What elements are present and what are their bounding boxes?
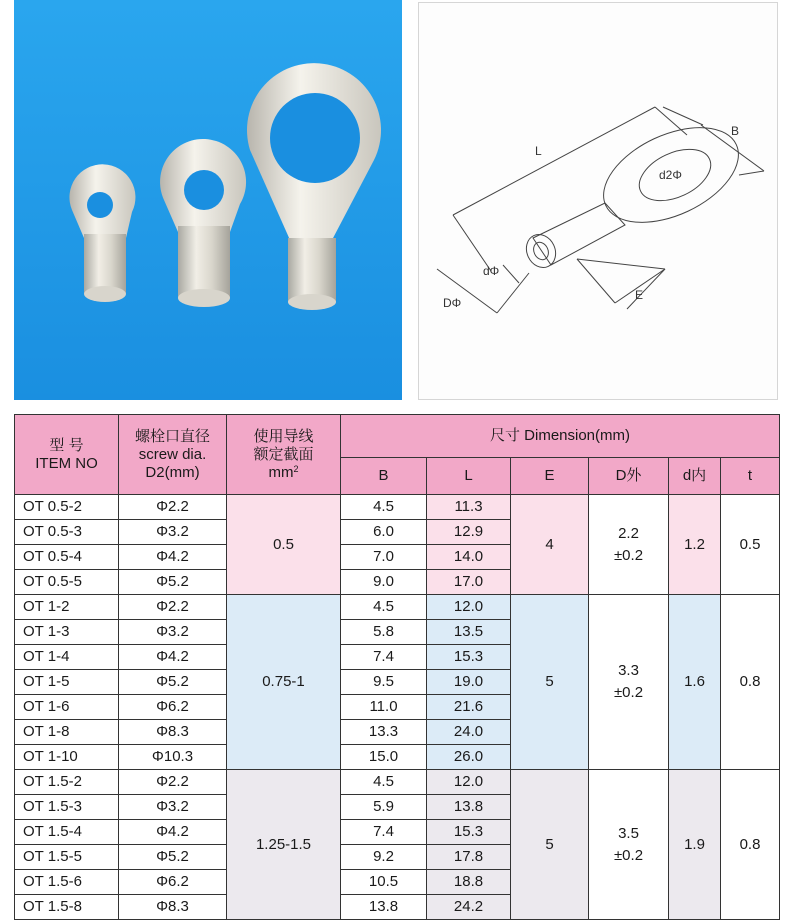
header-item	[15, 415, 119, 495]
cell-L: 13.8	[427, 795, 511, 820]
cell-t: 0.5	[721, 495, 780, 595]
cell-L: 15.3	[427, 645, 511, 670]
cell-B: 9.5	[341, 670, 427, 695]
D-outer-value: 3.5	[618, 824, 639, 842]
cell-E: 4	[511, 495, 589, 595]
D-outer-tolerance: ±0.2	[613, 546, 644, 564]
cell-L: 14.0	[427, 545, 511, 570]
cell-B: 7.4	[341, 820, 427, 845]
cell-L: 19.0	[427, 670, 511, 695]
D-outer-value: 2.2	[618, 524, 639, 542]
cell-screw-dia: Φ2.2	[119, 595, 227, 620]
header-wire-cn1: 使用导线	[253, 427, 314, 445]
header-E: E	[511, 458, 589, 495]
table-row	[15, 770, 780, 795]
dimension-drawing	[418, 2, 778, 400]
cell-D-outer	[589, 495, 669, 595]
cell-screw-dia: Φ4.2	[119, 820, 227, 845]
cell-L: 26.0	[427, 745, 511, 770]
cell-screw-dia: Φ5.2	[119, 670, 227, 695]
cell-item-no: OT 0.5-5	[15, 570, 119, 595]
table-row	[15, 595, 780, 620]
header-item-cn: 型 号	[49, 436, 84, 454]
cell-D-outer	[589, 770, 669, 920]
cell-screw-dia: Φ10.3	[119, 745, 227, 770]
cell-t: 0.8	[721, 595, 780, 770]
cell-screw-dia: Φ5.2	[119, 570, 227, 595]
small-terminal-icon	[69, 164, 135, 302]
cell-screw-dia: Φ4.2	[119, 545, 227, 570]
cell-B: 15.0	[341, 745, 427, 770]
cell-screw-dia: Φ6.2	[119, 870, 227, 895]
cell-L: 17.0	[427, 570, 511, 595]
cell-screw-dia: Φ3.2	[119, 795, 227, 820]
cell-wire-section: 0.75-1	[227, 595, 341, 770]
cell-item-no: OT 1.5-8	[15, 895, 119, 920]
cell-L: 15.3	[427, 820, 511, 845]
cell-E: 5	[511, 595, 589, 770]
cell-t: 0.8	[721, 770, 780, 920]
cell-screw-dia: Φ3.2	[119, 620, 227, 645]
cell-B: 6.0	[341, 520, 427, 545]
cell-item-no: OT 1-10	[15, 745, 119, 770]
cell-B: 9.0	[341, 570, 427, 595]
cell-screw-dia: Φ5.2	[119, 845, 227, 870]
cell-B: 7.0	[341, 545, 427, 570]
header-screw-unit: D2(mm)	[145, 463, 200, 481]
cell-B: 13.3	[341, 720, 427, 745]
cell-L: 12.9	[427, 520, 511, 545]
cell-d-inner: 1.9	[669, 770, 721, 920]
cell-wire-section: 1.25-1.5	[227, 770, 341, 920]
cell-B: 4.5	[341, 770, 427, 795]
header-wire	[227, 415, 341, 495]
dim-label-d: dΦ	[483, 264, 500, 278]
spec-table	[14, 414, 780, 920]
header-D: D外	[589, 458, 669, 495]
cell-B: 10.5	[341, 870, 427, 895]
D-outer-value: 3.3	[618, 662, 639, 679]
dim-label-L: L	[535, 144, 542, 158]
dim-label-B: B	[731, 124, 740, 138]
D-outer-tolerance: ±0.2	[613, 684, 644, 701]
cell-B: 7.4	[341, 645, 427, 670]
cell-item-no: OT 1.5-4	[15, 820, 119, 845]
cell-screw-dia: Φ2.2	[119, 495, 227, 520]
cell-item-no: OT 0.5-4	[15, 545, 119, 570]
cell-L: 24.2	[427, 895, 511, 920]
dim-label-E: E	[635, 288, 644, 302]
header-screw	[119, 415, 227, 495]
header-item-en: ITEM NO	[35, 454, 98, 472]
cell-screw-dia: Φ2.2	[119, 770, 227, 795]
cell-item-no: OT 1.5-6	[15, 870, 119, 895]
product-photo	[14, 0, 402, 400]
cell-screw-dia: Φ3.2	[119, 520, 227, 545]
cell-B: 9.2	[341, 845, 427, 870]
cell-B: 5.9	[341, 795, 427, 820]
cell-item-no: OT 1.5-3	[15, 795, 119, 820]
dim-label-D: DΦ	[443, 296, 462, 310]
medium-terminal-icon	[160, 139, 246, 307]
header-t: t	[721, 458, 780, 495]
cell-item-no: OT 0.5-3	[15, 520, 119, 545]
cell-item-no: OT 1.5-2	[15, 770, 119, 795]
cell-item-no: OT 1-6	[15, 695, 119, 720]
cell-L: 17.8	[427, 845, 511, 870]
header-wire-cn2: 额定截面	[253, 445, 314, 463]
cell-B: 4.5	[341, 495, 427, 520]
header-dimension: 尺寸 Dimension(mm)	[341, 415, 780, 458]
header-screw-en: screw dia.	[138, 445, 207, 463]
cell-screw-dia: Φ8.3	[119, 895, 227, 920]
cell-L: 24.0	[427, 720, 511, 745]
header-d: d内	[669, 458, 721, 495]
cell-d-inner: 1.2	[669, 495, 721, 595]
cell-screw-dia: Φ8.3	[119, 720, 227, 745]
cell-L: 11.3	[427, 495, 511, 520]
cell-L: 13.5	[427, 620, 511, 645]
cell-item-no: OT 0.5-2	[15, 495, 119, 520]
cell-item-no: OT 1-5	[15, 670, 119, 695]
cell-L: 12.0	[427, 770, 511, 795]
cell-B: 13.8	[341, 895, 427, 920]
cell-screw-dia: Φ4.2	[119, 645, 227, 670]
cell-screw-dia: Φ6.2	[119, 695, 227, 720]
D-outer-tolerance: ±0.2	[613, 846, 644, 864]
cell-item-no: OT 1-3	[15, 620, 119, 645]
cell-B: 4.5	[341, 595, 427, 620]
cell-B: 5.8	[341, 620, 427, 645]
header-screw-cn: 螺栓口直径	[134, 427, 210, 445]
header-wire-unit: $mm^2$	[268, 463, 299, 481]
header-B: B	[341, 458, 427, 495]
cell-item-no: OT 1-8	[15, 720, 119, 745]
cell-L: 12.0	[427, 595, 511, 620]
cell-item-no: OT 1-4	[15, 645, 119, 670]
cell-wire-section: 0.5	[227, 495, 341, 595]
dim-label-d2: d2Φ	[659, 168, 682, 182]
cell-d-inner: 1.6	[669, 595, 721, 770]
large-terminal-icon	[247, 63, 381, 310]
cell-E: 5	[511, 770, 589, 920]
cell-L: 21.6	[427, 695, 511, 720]
cell-D-outer	[589, 595, 669, 770]
cell-item-no: OT 1.5-5	[15, 845, 119, 870]
cell-L: 18.8	[427, 870, 511, 895]
cell-B: 11.0	[341, 695, 427, 720]
header-L: L	[427, 458, 511, 495]
table-row	[15, 495, 780, 520]
cell-item-no: OT 1-2	[15, 595, 119, 620]
